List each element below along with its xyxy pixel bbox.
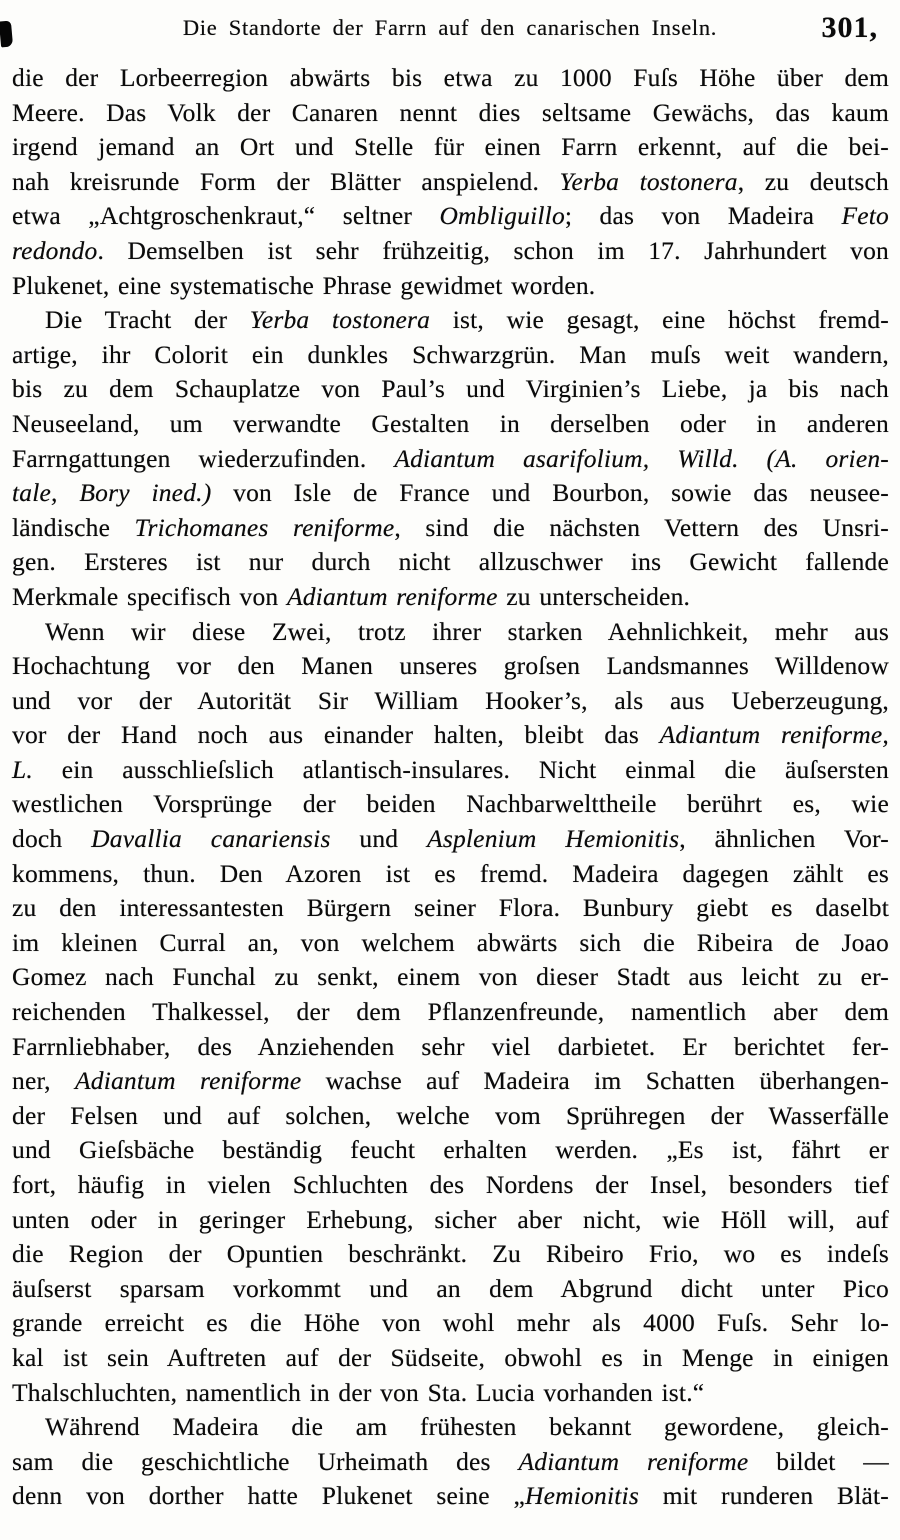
italic-text: Davallia canariensis xyxy=(91,824,331,854)
roman-text: grande erreicht es die Höhe von wohl mehr als 4000 Fuſs. Sehr lo- xyxy=(12,1308,889,1338)
roman-text: nah kreisrunde Form der Blätter anspielend. xyxy=(12,166,560,196)
text-line xyxy=(12,407,889,442)
italic-text: Asplenium Hemionitis xyxy=(427,824,680,854)
roman-text: sam die geschichtliche Urheimath des xyxy=(12,1446,519,1476)
roman-text: etwa „Achtgroschenkraut,“ seltner xyxy=(12,201,440,231)
text-line xyxy=(12,1341,889,1376)
roman-text: reichenden Thalkessel, der dem Pflanzenfreunde, namentlich aber dem xyxy=(12,997,889,1027)
roman-text: zu unterscheiden. xyxy=(497,581,691,611)
text-line xyxy=(12,1410,889,1445)
italic-text: Yerba tostonera xyxy=(249,305,431,335)
italic-text: L. xyxy=(12,754,33,784)
text-line xyxy=(12,926,889,961)
roman-text: doch xyxy=(12,824,92,854)
text-line xyxy=(12,476,889,511)
roman-text: kommens, thun. Den Azoren ist es fremd. Madeira dagegen zählt es xyxy=(12,858,889,888)
text-line xyxy=(12,1306,889,1341)
roman-text: , ähnlichen Vor- xyxy=(679,824,889,854)
roman-text: Gomez nach Funchal zu senkt, einem von dieser Stadt aus leicht zu er- xyxy=(12,962,889,992)
text-line xyxy=(12,165,889,200)
roman-text: ; das von Madeira xyxy=(564,201,842,231)
italic-text: Adiantum asarifolium, Willd. (A. orien- xyxy=(394,443,889,473)
text-line xyxy=(12,545,889,580)
roman-text: bildet — xyxy=(748,1446,890,1476)
roman-text: , zu deutsch xyxy=(737,166,889,196)
roman-text: unten oder in geringer Erhebung, sicher aber nicht, wie Höll will, auf xyxy=(12,1204,889,1234)
text-line xyxy=(12,1445,889,1480)
roman-text: von Isle de France und Bourbon, sowie das neusee- xyxy=(211,478,889,508)
roman-text: im kleinen Curral an, von welchem abwärts sich die Ribeira de Joao xyxy=(12,927,889,957)
roman-text: Plukenet, eine systematische Phrase gewidmet worden. xyxy=(12,270,596,300)
text-line xyxy=(12,1030,889,1065)
roman-text: und vor der Autorität Sir William Hooker’s, als aus Ueberzeugung, xyxy=(12,685,889,715)
text-line xyxy=(12,199,889,234)
roman-text: irgend jemand an Ort und Stelle für einen Farrn erkennt, auf die bei- xyxy=(12,132,889,162)
roman-text: der Felsen und auf solchen, welche vom Sprühregen der Wasserfälle xyxy=(12,1100,889,1130)
paragraph xyxy=(12,61,889,303)
roman-text: ist, wie gesagt, eine höchst fremd- xyxy=(430,305,890,335)
text-line xyxy=(12,372,889,407)
roman-text: zu den interessantesten Bürgern seiner Flora. Bunbury giebt es daselbt xyxy=(12,893,889,923)
text-line xyxy=(12,1479,889,1514)
italic-text: Yerba tostonera xyxy=(559,166,738,196)
italic-text: Ombliguillo xyxy=(439,201,565,231)
text-line xyxy=(12,61,889,96)
roman-text: Wenn wir diese Zwei, trotz ihrer starken Aehnlichkeit, mehr aus xyxy=(45,616,889,646)
text-line xyxy=(12,1064,889,1099)
text-line xyxy=(12,130,889,165)
roman-text: mit runderen Blät- xyxy=(638,1481,889,1511)
roman-text: und Gieſsbäche beständig feucht erhalten werden. „Es ist, fährt er xyxy=(12,1135,889,1165)
roman-text: artige, ihr Colorit ein dunkles Schwarzgrün. Man muſs weit wandern, xyxy=(12,339,889,369)
roman-text: Die Tracht der xyxy=(45,305,250,335)
italic-text: tale, Bory ined.) xyxy=(12,478,212,508)
text-line xyxy=(12,995,889,1030)
text-line xyxy=(12,442,889,477)
text-line xyxy=(12,753,889,788)
italic-text: Feto xyxy=(841,201,889,231)
paragraph xyxy=(12,1410,889,1514)
roman-text: Hochachtung vor den Manen unseres groſsen Landsmannes Willdenow xyxy=(12,651,889,681)
text-line xyxy=(12,787,889,822)
text-line xyxy=(12,822,889,857)
running-header-title: Die Standorte der Farrn auf den canarischen Inseln. xyxy=(182,15,718,40)
text-line xyxy=(12,891,889,926)
roman-text: ländische xyxy=(12,512,135,542)
italic-text: Adiantum reniforme xyxy=(518,1446,749,1476)
text-line xyxy=(12,1168,889,1203)
text-line xyxy=(12,303,889,338)
roman-text: Meere. Das Volk der Canaren nennt dies seltsame Gewächs, das kaum xyxy=(12,97,889,127)
text-line xyxy=(12,269,889,304)
paragraph xyxy=(12,303,889,614)
text-line xyxy=(12,718,889,753)
roman-text: Während Madeira die am frühesten bekannt gewordene, gleich- xyxy=(45,1412,889,1442)
italic-text: Adiantum reniforme, xyxy=(659,720,889,750)
roman-text: Thalschluchten, namentlich in der von Sta. Lucia vorhanden ist.“ xyxy=(12,1377,705,1407)
paragraph xyxy=(12,615,889,1411)
text-line xyxy=(12,96,889,131)
text-line xyxy=(12,1099,889,1134)
text-line xyxy=(12,234,889,269)
roman-text: wachse auf Madeira im Schatten überhangen- xyxy=(301,1066,889,1096)
text-line xyxy=(12,1237,889,1272)
italic-text: Hemionitis xyxy=(525,1481,639,1511)
roman-text: Neuseeland, um verwandte Gestalten in derselben oder in anderen xyxy=(12,408,889,438)
text-line xyxy=(12,338,889,373)
text-line xyxy=(12,684,889,719)
text-line xyxy=(12,511,889,546)
text-line xyxy=(12,1203,889,1238)
text-line xyxy=(12,1272,889,1307)
roman-text: , sind die nächsten Vettern des Unsri- xyxy=(394,512,889,542)
italic-text: redondo xyxy=(12,235,98,265)
text-line xyxy=(12,580,889,615)
text-line xyxy=(12,1133,889,1168)
roman-text: Farrnliebhaber, des Anziehenden sehr viel darbietet. Er berichtet fer- xyxy=(12,1031,889,1061)
roman-text: westlichen Vorsprünge der beiden Nachbarwelttheile berührt es, wie xyxy=(12,789,889,819)
roman-text: äuſserst sparsam vorkommt und an dem Abgrund dicht unter Pico xyxy=(12,1273,889,1303)
roman-text: die der Lorbeerregion abwärts bis etwa zu 1000 Fuſs Höhe über dem xyxy=(12,63,889,92)
text-block xyxy=(12,61,889,1514)
roman-text: gen. Ersteres ist nur durch nicht allzuschwer ins Gewicht fallende xyxy=(12,547,889,577)
italic-text: Adiantum reniforme xyxy=(74,1066,302,1096)
roman-text: Farrngattungen wiederzufinden. xyxy=(12,443,395,473)
text-line xyxy=(12,1376,889,1411)
roman-text: Merkmale specifisch von xyxy=(12,581,287,611)
text-line xyxy=(12,615,889,650)
roman-text: vor der Hand noch aus einander halten, bleibt das xyxy=(12,720,660,750)
roman-text: kal ist sein Auftreten auf der Südseite, obwohl es in Menge in einigen xyxy=(12,1342,889,1372)
text-line xyxy=(12,857,889,892)
italic-text: Adiantum reniforme xyxy=(286,581,498,611)
roman-text: bis zu dem Schauplatze von Paul’s und Virginien’s Liebe, ja bis nach xyxy=(12,374,889,404)
roman-text: fort, häufig in vielen Schluchten des Nordens der Insel, besonders tief xyxy=(12,1170,889,1199)
page-number: 301, xyxy=(821,11,878,44)
roman-text: ein ausschlieſslich atlantisch-insulares. Nicht einmal die äuſsersten xyxy=(32,754,889,784)
text-line xyxy=(12,960,889,995)
text-line xyxy=(12,649,889,684)
italic-text: Trichomanes reniforme xyxy=(134,512,395,542)
roman-text: denn von dorther hatte Plukenet seine „ xyxy=(12,1481,526,1511)
roman-text: die Region der Opuntien beschränkt. Zu Ribeiro Frio, wo es indeſs xyxy=(12,1239,889,1269)
roman-text: und xyxy=(330,824,428,854)
roman-text: ner, xyxy=(12,1066,75,1096)
roman-text: . Demselben ist sehr frühzeitig, schon im 17. Jahrhundert von xyxy=(97,235,889,265)
